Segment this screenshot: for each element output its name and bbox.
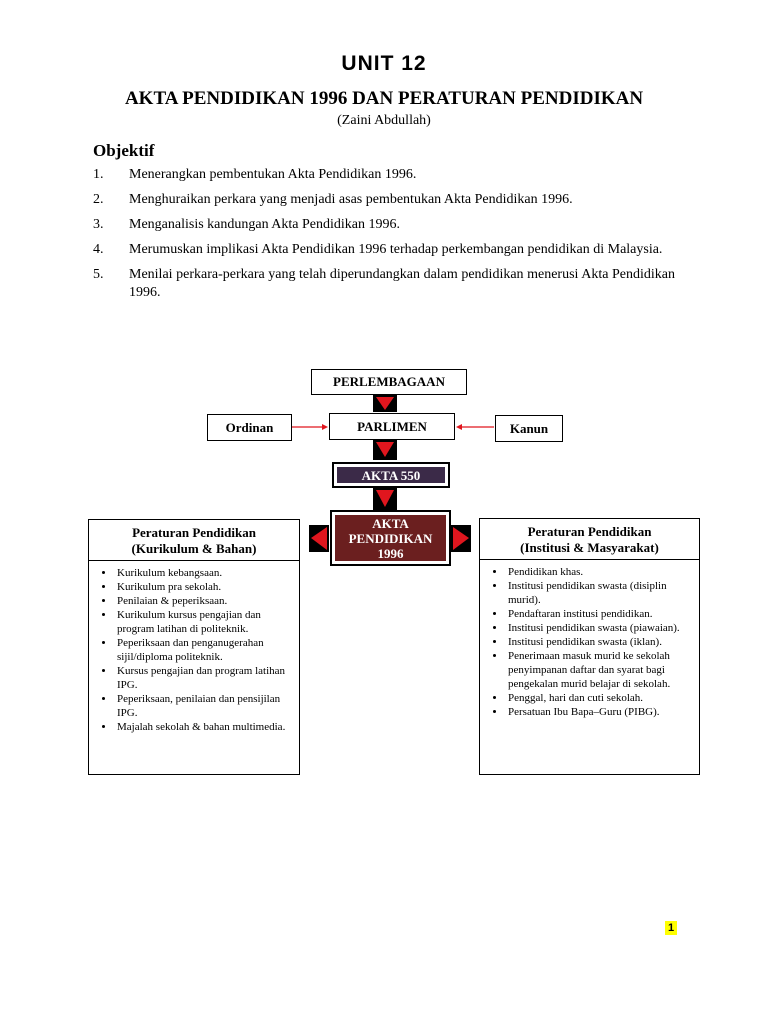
regulation-box-institution	[479, 518, 700, 775]
list-item: • Peperiksaan dan penganugerahan sijil/diploma politeknik.	[115, 636, 291, 664]
akta550-box	[332, 462, 450, 488]
arrow-left-icon	[456, 424, 462, 430]
parlimen-label: PARLIMEN	[357, 418, 427, 434]
regulation-box-curriculum	[88, 519, 300, 775]
list-item: • Persatuan Ibu Bapa–Guru (PIBG).	[506, 705, 691, 719]
list-item: • Institusi pendidikan swasta (piawaian).	[506, 621, 691, 635]
list-item: • Pendaftaran institusi pendidikan.	[506, 607, 691, 621]
regulation-list	[89, 561, 299, 738]
objective-item: 3. Menganalisis kandungan Akta Pendidikan 1996.	[93, 217, 401, 232]
ordinan-box	[207, 414, 292, 441]
list-item: • Kursus pengajian dan program latihan IPG.	[115, 664, 291, 692]
akta1996-box	[330, 510, 451, 566]
page-number: 1	[665, 921, 677, 935]
akta1996-label: AKTA PENDIDIKAN 1996	[335, 515, 446, 561]
objective-item: 5. Menilai perkara-perkara yang telah diperundangkan dalam pendidikan menerusi Akta Pendidikan 1996.	[93, 267, 675, 300]
list-item: • Penerimaan masuk murid ke sekolah penyimpanan daftar dan syarat bagi pengekalan murid belajar di sekolah.	[506, 649, 691, 691]
objective-item: 4. Merumuskan implikasi Akta Pendidikan 1996 terhadap perkembangan pendidikan di Malaysia.	[93, 242, 663, 257]
list-item: • Majalah sekolah & bahan multimedia.	[115, 720, 291, 734]
arrow-right-icon	[322, 424, 328, 430]
list-item: • Kurikulum pra sekolah.	[115, 580, 291, 594]
list-item: • Kurikulum kebangsaan.	[115, 566, 291, 580]
ordinan-label: Ordinan	[225, 419, 274, 435]
author: (Zaini Abdullah)	[337, 113, 431, 128]
list-item: • Penilaian & peperiksaan.	[115, 594, 291, 608]
kanun-label: Kanun	[509, 420, 549, 436]
objective-item: 1. Menerangkan pembentukan Akta Pendidikan 1996.	[93, 167, 417, 182]
list-item: • Institusi pendidikan swasta (iklan).	[506, 635, 691, 649]
kanun-box	[495, 415, 563, 442]
regulation-box-header: Peraturan Pendidikan (Institusi & Masyarakat)	[480, 519, 699, 560]
list-item: • Institusi pendidikan swasta (disiplin murid).	[506, 579, 691, 607]
list-item: • Penggal, hari dan cuti sekolah.	[506, 691, 691, 705]
objectives-heading: Objektif	[93, 141, 155, 160]
perlembagaan-box	[311, 369, 467, 395]
list-item: • Kurikulum kursus pengajian dan program latihan di politeknik.	[115, 608, 291, 636]
parlimen-box	[329, 413, 455, 440]
akta550-label: AKTA 550	[337, 467, 445, 483]
list-item: • Peperiksaan, penilaian dan pensijilan IPG.	[115, 692, 291, 720]
unit-title: UNIT 12	[341, 52, 427, 75]
page-title: AKTA PENDIDIKAN 1996 DAN PERATURAN PENDIDIKAN	[124, 88, 644, 109]
list-item: • Pendidikan khas.	[506, 565, 691, 579]
perlembagaan-label: PERLEMBAGAAN	[333, 374, 445, 389]
objective-item: 2. Menghuraikan perkara yang menjadi asas pembentukan Akta Pendidikan 1996.	[93, 192, 573, 207]
regulation-list	[480, 560, 699, 723]
regulation-box-header: Peraturan Pendidikan (Kurikulum & Bahan)	[89, 520, 299, 561]
